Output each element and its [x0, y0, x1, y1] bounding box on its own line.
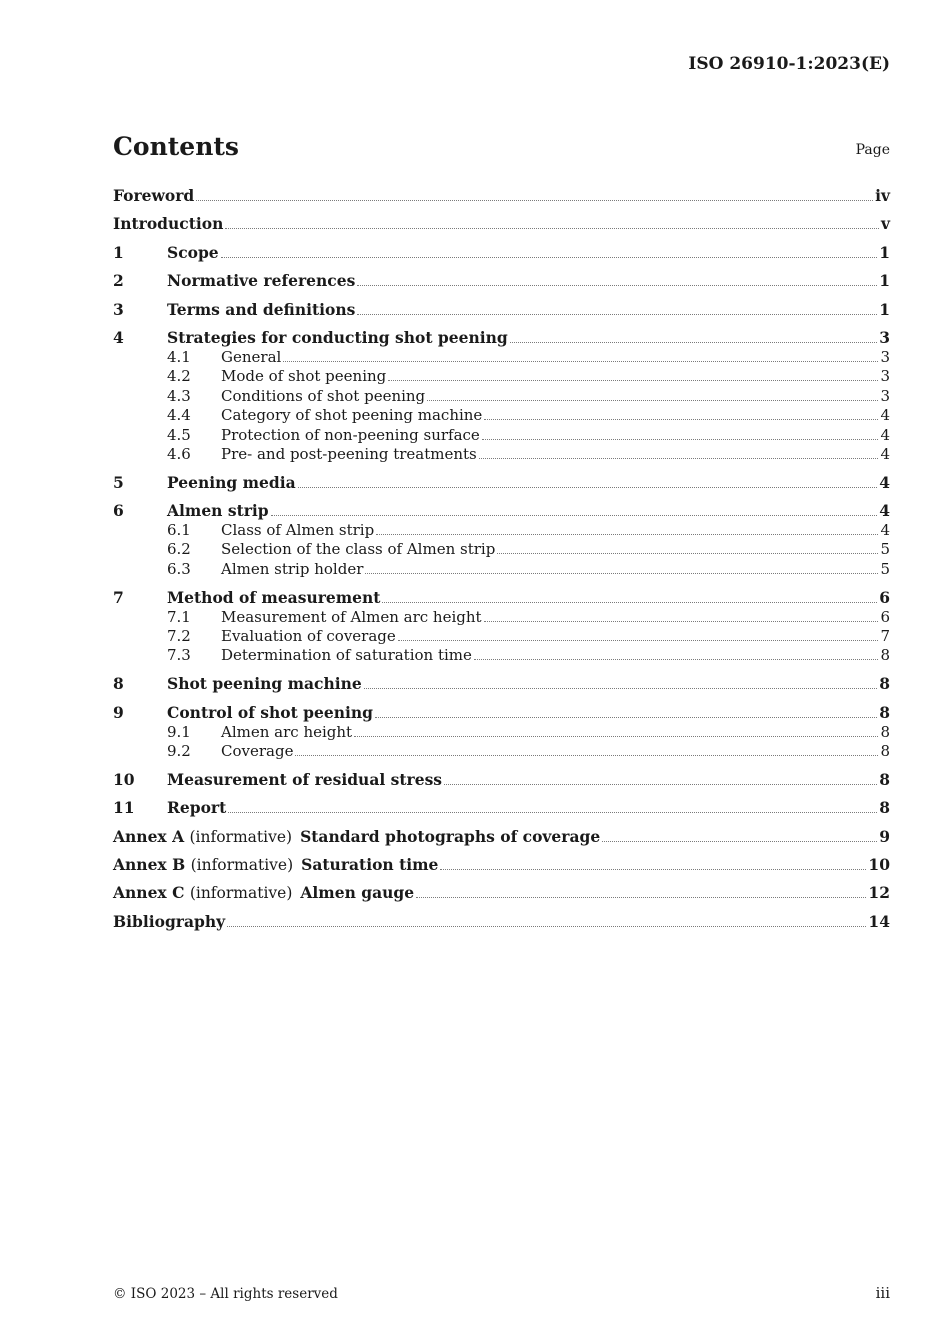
- toc-entry[interactable]: [113, 855, 890, 875]
- toc-leader-dots: [225, 228, 879, 229]
- toc-entry-page: 8: [880, 741, 890, 760]
- document-identifier: ISO 26910-1:2023(E): [688, 54, 890, 74]
- toc-entry[interactable]: [113, 271, 890, 291]
- toc-leader-dots: [510, 342, 877, 343]
- toc-entry-page: 3: [879, 327, 890, 347]
- toc-subentry[interactable]: [113, 723, 890, 742]
- toc-leader-dots: [416, 897, 866, 898]
- toc-entry-page: 1: [879, 299, 890, 319]
- toc-subentry[interactable]: [113, 521, 890, 540]
- toc-entry-title: Normative references: [167, 271, 356, 291]
- toc-entry-title: Bibliography: [113, 911, 226, 931]
- toc-entry-number: 5: [113, 472, 124, 492]
- toc-entry-title: Control of shot peening: [167, 702, 374, 722]
- toc-subentry[interactable]: [113, 560, 890, 579]
- toc-subentry[interactable]: [113, 445, 890, 464]
- toc-entry[interactable]: [113, 674, 890, 694]
- toc-leader-dots: [484, 419, 878, 420]
- toc-entry-title: Pre- and post-peening treatments: [221, 444, 477, 463]
- toc-entry-number: 10: [113, 769, 135, 789]
- toc-entry-title: Conditions of shot peening: [221, 386, 426, 405]
- toc-entry-page: 4: [880, 444, 890, 463]
- toc-entry-page: 3: [880, 367, 890, 386]
- toc-leader-dots: [602, 841, 877, 842]
- toc-entry-number: 6: [113, 501, 124, 521]
- toc-entry-title: Almen strip holder: [221, 559, 364, 578]
- toc-entry-page: 5: [880, 540, 890, 559]
- toc-leader-dots: [482, 439, 879, 440]
- toc-entry-number: 6.1: [167, 521, 191, 540]
- toc-entry-title: Protection of non-peening surface: [221, 425, 480, 444]
- toc-entry-page: 7: [880, 627, 890, 646]
- toc-entry-title: General: [221, 347, 282, 366]
- toc-entry-page: iv: [875, 186, 890, 205]
- toc-leader-dots: [283, 361, 878, 362]
- toc-subentry[interactable]: [113, 348, 890, 367]
- toc-entry-page: 4: [879, 501, 890, 521]
- toc-annex-label: Annex B: [113, 854, 186, 874]
- toc-entry-number: 6.3: [167, 559, 191, 578]
- toc-entry-page: 1: [879, 242, 890, 262]
- table-of-contents: [113, 182, 890, 932]
- toc-subentry[interactable]: [113, 387, 890, 406]
- toc-leader-dots: [295, 755, 878, 756]
- toc-entry-page: 8: [880, 646, 890, 665]
- toc-subentry[interactable]: [113, 627, 890, 646]
- toc-entry-title: Class of Almen strip: [221, 521, 375, 540]
- toc-entry-title: Standard photographs of coverage: [300, 826, 601, 846]
- toc-entry-number: 7.1: [167, 607, 191, 626]
- toc-leader-dots: [497, 553, 878, 554]
- toc-leader-dots: [354, 736, 878, 737]
- toc-entry-page: 4: [880, 521, 890, 540]
- toc-entry-number: 9: [113, 702, 124, 722]
- toc-leader-dots: [357, 314, 877, 315]
- toc-leader-dots: [364, 688, 877, 689]
- toc-leader-dots: [298, 487, 878, 488]
- toc-entry-page: 8: [879, 798, 890, 818]
- toc-entry-title: Terms and definitions: [167, 299, 356, 319]
- toc-entry-page: 14: [868, 911, 890, 931]
- toc-annex-label: Annex A: [113, 826, 185, 846]
- toc-entry[interactable]: [113, 186, 890, 206]
- toc-entry-page: 1: [879, 271, 890, 291]
- toc-entry[interactable]: [113, 501, 890, 521]
- toc-entry[interactable]: [113, 798, 890, 818]
- toc-leader-dots: [196, 200, 873, 201]
- toc-entry[interactable]: [113, 588, 890, 608]
- toc-entry-number: 4.5: [167, 425, 191, 444]
- toc-annex-type: (informative): [190, 855, 294, 874]
- toc-entry-number: 6.2: [167, 540, 191, 559]
- toc-entry-number: 7.3: [167, 646, 191, 665]
- toc-entry[interactable]: [113, 827, 890, 847]
- toc-leader-dots: [227, 926, 866, 927]
- toc-entry-number: 3: [113, 299, 124, 319]
- toc-entry[interactable]: [113, 883, 890, 903]
- toc-entry-page: 6: [879, 587, 890, 607]
- toc-entry-number: 8: [113, 674, 124, 694]
- toc-entry-title: Selection of the class of Almen strip: [221, 540, 496, 559]
- toc-leader-dots: [271, 515, 878, 516]
- toc-entry-title: Category of shot peening machine: [221, 406, 483, 425]
- toc-leader-dots: [398, 640, 879, 641]
- toc-leader-dots: [228, 812, 877, 813]
- toc-entry-number: 2: [113, 271, 124, 291]
- toc-leader-dots: [357, 285, 877, 286]
- toc-entry-title: Almen arc height: [221, 722, 353, 741]
- toc-subentry[interactable]: [113, 406, 890, 425]
- toc-leader-dots: [382, 602, 877, 603]
- toc-entry-page: 5: [880, 559, 890, 578]
- toc-entry-page: 12: [868, 883, 890, 903]
- toc-leader-dots: [444, 784, 877, 785]
- toc-entry[interactable]: [113, 770, 890, 790]
- toc-subentry[interactable]: [113, 426, 890, 445]
- toc-subentry[interactable]: [113, 367, 890, 386]
- contents-heading: Contents: [113, 132, 240, 161]
- toc-entry-number: 4.2: [167, 367, 191, 386]
- toc-entry-number: 4.3: [167, 386, 191, 405]
- page-column-label: Page: [855, 142, 890, 158]
- toc-entry-number: 4.6: [167, 444, 191, 463]
- toc-entry-page: 8: [879, 702, 890, 722]
- toc-entry[interactable]: [113, 473, 890, 493]
- toc-entry-title: Strategies for conducting shot peening: [167, 327, 508, 347]
- toc-subentry[interactable]: [113, 608, 890, 627]
- toc-leader-dots: [479, 458, 879, 459]
- toc-entry-title: Method of measurement: [167, 587, 381, 607]
- toc-entry[interactable]: [113, 328, 890, 348]
- toc-leader-dots: [365, 573, 878, 574]
- toc-entry-page: 8: [880, 722, 890, 741]
- toc-entry-title: Peening media: [167, 472, 296, 492]
- toc-subentry[interactable]: [113, 540, 890, 559]
- toc-entry-page: 3: [880, 347, 890, 366]
- toc-entry-page: 6: [880, 607, 890, 626]
- toc-leader-dots: [221, 257, 878, 258]
- toc-annex-label: Annex C: [113, 883, 185, 903]
- toc-entry-title: Measurement of Almen arc height: [221, 607, 482, 626]
- toc-entry-number: 9.2: [167, 741, 191, 760]
- toc-leader-dots: [388, 380, 878, 381]
- toc-leader-dots: [376, 534, 878, 535]
- toc-leader-dots: [427, 400, 878, 401]
- toc-entry-title: Introduction: [113, 214, 224, 234]
- toc-entry-page: 10: [868, 854, 890, 874]
- toc-entry-page: 4: [880, 425, 890, 444]
- toc-entry-title: Saturation time: [301, 854, 439, 874]
- page-number: iii: [875, 1284, 890, 1302]
- toc-entry[interactable]: [113, 243, 890, 263]
- copyright-notice: © ISO 2023 – All rights reserved: [113, 1286, 338, 1302]
- toc-annex-type: (informative): [189, 827, 293, 846]
- toc-entry-title: Almen gauge: [300, 883, 415, 903]
- toc-annex-type: (informative): [189, 884, 293, 903]
- toc-entry-title: Evaluation of coverage: [221, 627, 396, 646]
- toc-entry-number: 4: [113, 327, 124, 347]
- toc-entry[interactable]: [113, 214, 890, 234]
- toc-entry-page: 8: [879, 769, 890, 789]
- toc-entry-number: 7: [113, 587, 124, 607]
- toc-entry-number: 1: [113, 242, 124, 262]
- toc-entry-title: Scope: [167, 242, 219, 262]
- toc-entry-page: 4: [879, 472, 890, 492]
- toc-entry[interactable]: [113, 300, 890, 320]
- toc-entry-number: 11: [113, 798, 135, 818]
- toc-leader-dots: [375, 717, 877, 718]
- toc-entry-title: Measurement of residual stress: [167, 769, 443, 789]
- toc-entry-title: Mode of shot peening: [221, 367, 387, 386]
- toc-entry-number: 9.1: [167, 722, 191, 741]
- toc-entry-title: Coverage: [221, 741, 294, 760]
- toc-leader-dots: [474, 659, 879, 660]
- toc-entry-number: 4.1: [167, 347, 191, 366]
- toc-entry-title: Determination of saturation time: [221, 646, 472, 665]
- toc-entry[interactable]: [113, 703, 890, 723]
- toc-subentry[interactable]: [113, 646, 890, 665]
- toc-entry-title: Foreword: [113, 186, 195, 205]
- toc-entry[interactable]: [113, 912, 890, 932]
- toc-leader-dots: [440, 869, 866, 870]
- toc-entry-page: 8: [879, 674, 890, 694]
- toc-entry-title: Shot peening machine: [167, 674, 362, 694]
- toc-entry-title: Report: [167, 798, 227, 818]
- toc-entry-number: 7.2: [167, 627, 191, 646]
- toc-leader-dots: [484, 621, 879, 622]
- toc-entry-page: 9: [879, 826, 890, 846]
- toc-entry-number: 4.4: [167, 406, 191, 425]
- toc-entry-page: v: [880, 214, 890, 234]
- toc-entry-page: 3: [880, 386, 890, 405]
- toc-entry-page: 4: [880, 406, 890, 425]
- toc-subentry[interactable]: [113, 742, 890, 761]
- toc-entry-title: Almen strip: [167, 501, 269, 521]
